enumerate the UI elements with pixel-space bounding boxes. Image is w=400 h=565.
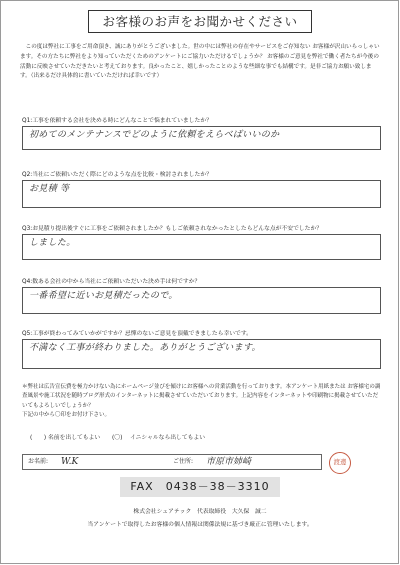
name-address-box: [22, 454, 322, 470]
question-2: Q2:当社にご依頼いただく際にどのような点を比較・検討されましたか？: [22, 172, 212, 178]
publication-note-text: ＊弊社は広告宣伝費を極力かけない為にホームページ並びを傾けにお客様への営業活動を行っております。本アンケート用紙または お客様宅の調査風景や施工状況を随時ブログ形式のインターネットに掲載させていただいております。上記内容をインターネットや印刷物に掲載させていただいてもよろしいでしょうか？: [22, 384, 381, 409]
fax-number: FAX 0438－38－3310: [120, 477, 280, 497]
hanko-seal: 渡邊: [329, 452, 351, 474]
consent-options: [30, 434, 215, 442]
name-label: お名前:: [28, 458, 49, 465]
answer-box-2: [22, 180, 381, 208]
answer-1: 初めてのメンテナンスでどのように依頼をえらべばいいのか: [29, 130, 280, 140]
answer-3: しました。: [29, 238, 76, 248]
answer-4: 一番希望に近いお見積だったので。: [29, 291, 178, 301]
question-1: Q1:工事を依頼する会社を決める時にどんなことで悩まれていましたか？: [22, 118, 212, 124]
consent-label-initials: イニシャルなら出してもよい: [130, 435, 206, 441]
company-line: 株式会社シェアテック 代表取締役 大久保 誠二: [133, 509, 267, 515]
answer-box-1: [22, 126, 381, 150]
question-3: Q3:お見積り提出後すぐに工事をご依頼されましたか？もしご依頼されなかったとしたらどんな点が不安でしたか？: [22, 226, 323, 232]
address-label: ご住所:: [173, 458, 194, 465]
question-5: Q5:工事が終わってみていかがですか？忌憚のないご意見を頂戴できましたら幸いです。: [22, 331, 252, 337]
survey-title: お客様のお声をお聞かせください: [88, 10, 312, 33]
answer-box-3: [22, 234, 381, 260]
consent-mark-name: ( ): [30, 435, 47, 441]
answer-5: 不満なく工事が終わりました。ありがとうございます。: [29, 343, 261, 353]
question-4: Q4:数ある会社の中から当社にご依頼いただいた決め手は何ですか？: [22, 279, 201, 285]
consent-option-name[interactable]: [30, 434, 100, 442]
intro-text: この度は弊社に工事をご用命頂き、誠にありがとうございました。世の中には弊社の存在やサービスをご存知ない お客様が沢山いらっしゃいます。その方たちに弊社をより知っていただくためのアンケートにご協力いただけるでしょうか？ お客様のご意見を弊社で働く者たちが今後の活動に反映させていただきたいと考えております。良かったこと、嬉しかったことのような些細な事でも結構です。是非ご協力お願い致します。（出来るだけ具体的に書いていただければ幸いです）: [20, 44, 380, 80]
consent-option-initials[interactable]: [112, 434, 205, 442]
name-value: W.K: [61, 457, 79, 467]
answer-box-5: [22, 339, 381, 369]
consent-mark-initials: (〇): [112, 435, 123, 441]
privacy-footer: 当アンケートで取得したお客様の個人情報は関係法規に基づき厳正に管理いたします。: [87, 522, 313, 528]
answer-box-4: [22, 287, 381, 314]
answer-2: お見積 等: [29, 184, 70, 194]
consent-label-name: 名前を出してもよい: [48, 435, 101, 441]
consent-prompt: 下記の中から〇印をお付け下さい。: [22, 411, 111, 418]
address-value: 市原市姉崎: [206, 457, 252, 467]
publication-note: [22, 383, 382, 420]
